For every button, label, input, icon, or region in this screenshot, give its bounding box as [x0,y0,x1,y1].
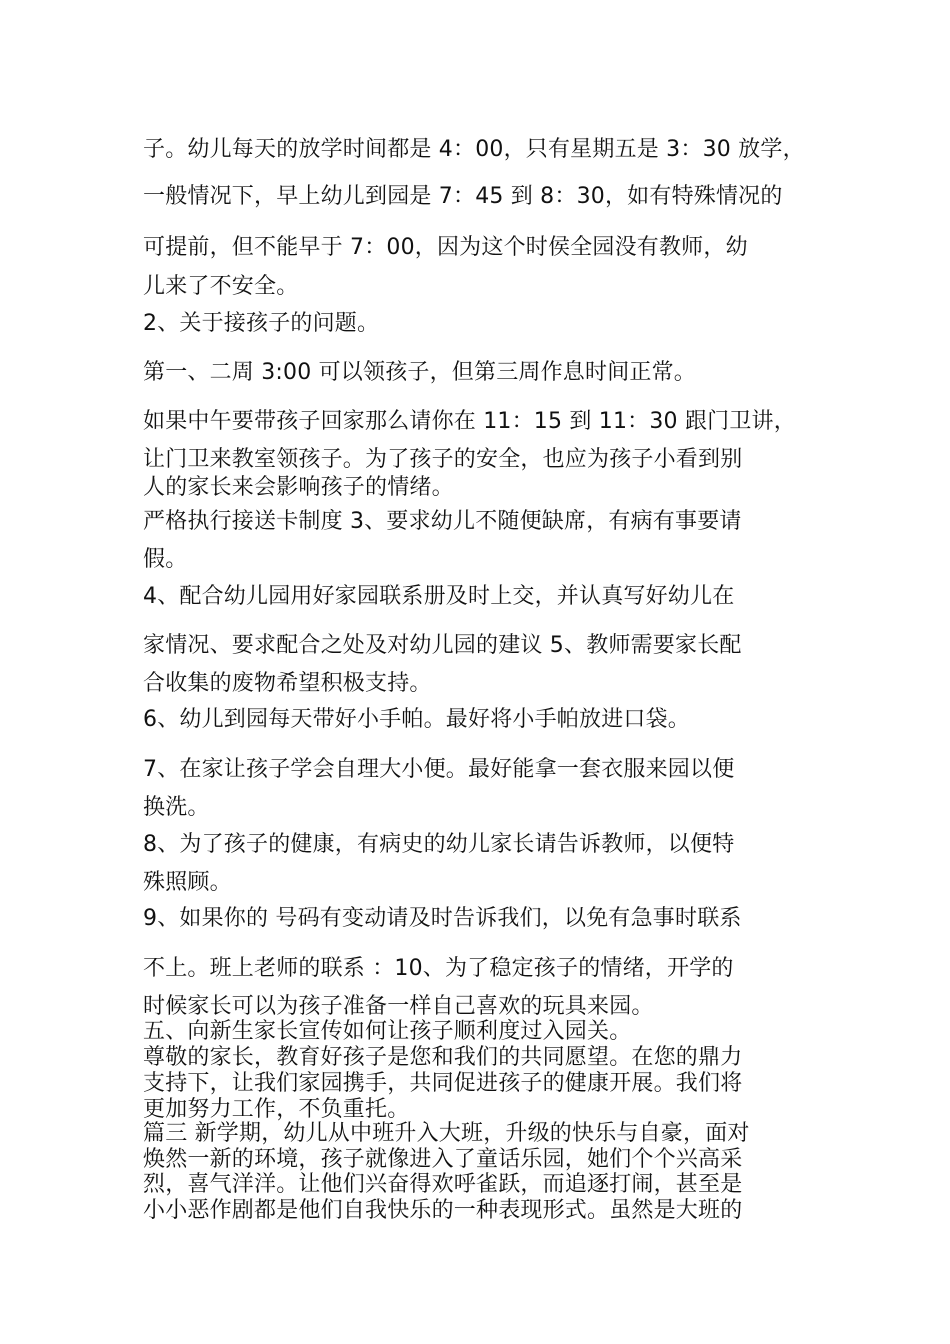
text-line: 7、在家让孩子学会自理大小便。最好能拿一套衣服来园以便 [143,757,735,782]
text-line: 9、如果你的 号码有变动请及时告诉我们，以免有急事时联系 [143,906,742,931]
text-line: 小小恶作剧都是他们自我快乐的一种表现形式。虽然是大班的 [143,1198,743,1223]
text-line: 人的家长来会影响孩子的情绪。 [143,475,454,500]
text-line: 如果中午要带孩子回家那么请你在 11：15 到 11：30 跟门卫讲， [143,409,796,434]
text-line: 儿来了不安全。 [143,274,299,299]
text-line: 第一、二周 3:00 可以领孩子，但第三周作息时间正常。 [143,360,696,385]
text-line: 假。 [143,547,188,572]
text-line: 烈，喜气洋洋。让他们兴奋得欢呼雀跃，而追逐打闹，甚至是 [143,1172,743,1197]
text-line: 可提前，但不能早于 7：00，因为这个时侯全园没有教师，幼 [143,235,748,260]
text-line: 支持下，让我们家园携手，共同促进孩子的健康开展。我们将 [143,1071,743,1096]
text-line: 合收集的废物希望积极支持。 [143,671,432,696]
text-line: 让门卫来教室领孩子。为了孩子的安全，也应为孩子小看到别 [143,447,743,472]
text-line: 2、关于接孩子的问题。 [143,311,380,336]
text-line: 4、配合幼儿园用好家园联系册及时上交，并认真写好幼儿在 [143,584,735,609]
text-line: 不上。班上老师的联系 ：10、为了稳定孩子的情绪，开学的 [143,956,734,981]
text-line: 篇三 新学期，幼儿从中班升入大班，升级的快乐与自豪，面对 [143,1121,750,1146]
text-line: 严格执行接送卡制度 3、要求幼儿不随便缺席，有病有事要请 [143,509,742,534]
text-line: 焕然一新的环境，孩子就像进入了童话乐园，她们个个兴高采 [143,1147,743,1172]
text-line: 6、幼儿到园每天带好小手帕。最好将小手帕放进口袋。 [143,707,690,732]
text-line: 一般情况下，早上幼儿到园是 7：45 到 8：30，如有特殊情况的 [143,184,783,209]
text-line: 换洗。 [143,795,210,820]
text-line: 尊敬的家长，教育好孩子是您和我们的共同愿望。在您的鼎力 [143,1045,743,1070]
text-line: 时候家长可以为孩子准备一样自己喜欢的玩具来园。 [143,994,654,1019]
text-line: 家情况、要求配合之处及对幼儿园的建议 5、教师需要家长配 [143,633,742,658]
text-line: 子。幼儿每天的放学时间都是 4：00，只有星期五是 3：30 放学， [143,137,805,162]
text-line: 更加努力工作，不负重托。 [143,1097,410,1122]
text-line: 五、向新生家长宣传如何让孩子顺利度过入园关。 [143,1019,632,1044]
text-line: 8、为了孩子的健康，有病史的幼儿家长请告诉教师，以便特 [143,832,735,857]
text-line: 殊照顾。 [143,870,232,895]
